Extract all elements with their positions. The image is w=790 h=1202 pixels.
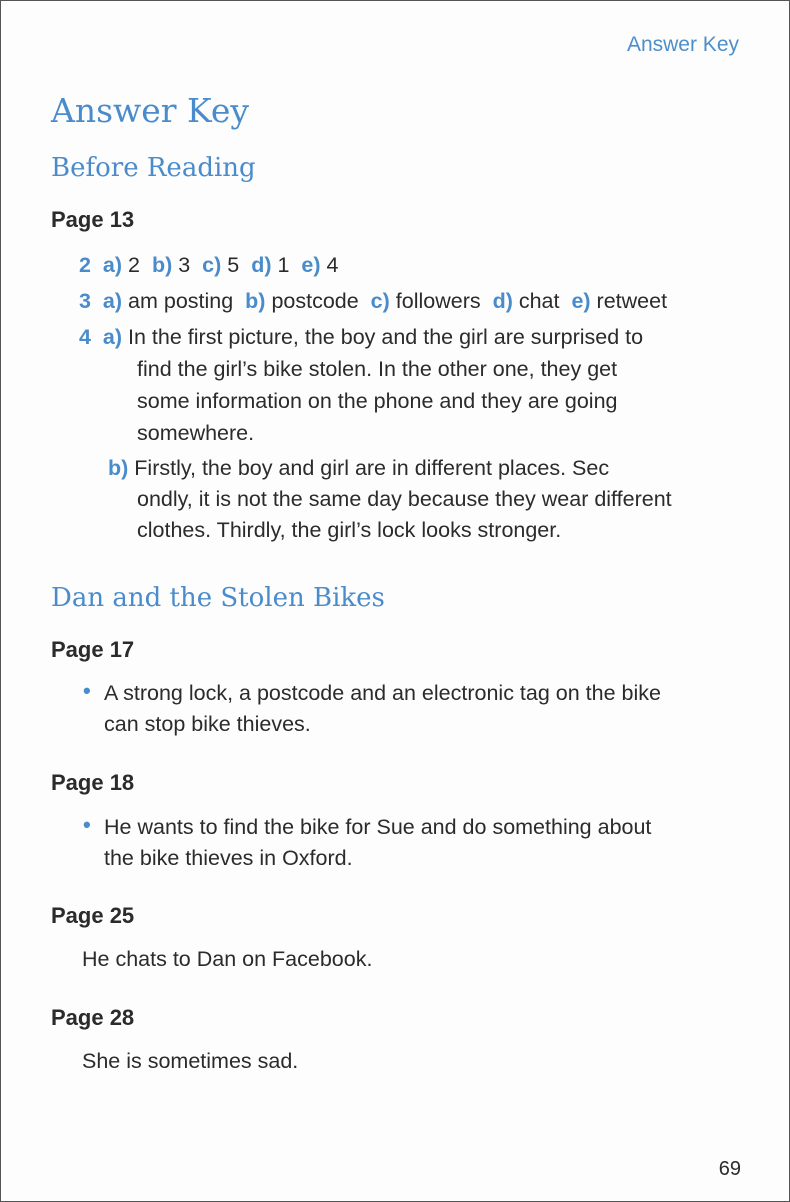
answer-value: 2	[128, 253, 140, 277]
answer-17-line-2: can stop bike thieves.	[104, 712, 311, 736]
question-number: 3	[79, 289, 91, 313]
answer-value: chat	[518, 289, 560, 313]
answer-4a-line-2: find the girl’s bike stolen. In the other one, they get	[137, 357, 618, 381]
answer-value: 5	[227, 253, 240, 277]
option-letter: a)	[102, 289, 123, 313]
answer-2	[79, 249, 338, 281]
page-title: Answer Key	[51, 91, 249, 130]
option-letter: d)	[492, 289, 513, 313]
option-letter: b)	[151, 253, 173, 277]
page-number: 69	[718, 1158, 741, 1180]
option-letter: e)	[301, 253, 321, 277]
page-label-18: Page 18	[51, 770, 135, 795]
running-head: Answer Key	[626, 33, 739, 56]
answer-value: am posting	[128, 289, 234, 313]
page-label-28: Page 28	[51, 1005, 135, 1030]
option-letter: c)	[370, 289, 390, 313]
question-number: 4	[79, 325, 91, 349]
page-label-25: Page 25	[51, 903, 135, 928]
answer-17-line-1: A strong lock, a postcode and an electronic tag on the bike	[104, 681, 661, 705]
section-heading-before-reading: Before Reading	[51, 153, 256, 183]
answer-4a-line-4: somewhere.	[137, 421, 255, 445]
answer-value: postcode	[271, 289, 359, 313]
answer-4b-line-1	[108, 452, 609, 484]
option-letter: c)	[202, 253, 222, 277]
answer-3	[79, 285, 667, 317]
answer-18-line-2: the bike thieves in Oxford.	[104, 846, 353, 870]
answer-28: She is sometimes sad.	[82, 1049, 299, 1073]
page-label-17: Page 17	[51, 637, 135, 662]
option-letter: a)	[102, 253, 123, 277]
answer-4a-line-3: some information on the phone and they are going	[137, 389, 618, 413]
page-label-13: Page 13	[51, 207, 135, 232]
section-heading-dan: Dan and the Stolen Bikes	[51, 583, 385, 613]
answer-4b-line-3: clothes. Thirdly, the girl’s lock looks stronger.	[137, 518, 562, 542]
answer-18-line-1: He wants to find the bike for Sue and do something about	[104, 815, 652, 839]
option-letter: a)	[102, 325, 123, 349]
answer-text: In the first picture, the boy and the girl are surprised to	[128, 325, 644, 349]
option-letter: b)	[108, 456, 129, 480]
answer-text: Firstly, the boy and girl are in different places. Sec	[134, 456, 610, 480]
option-letter: d)	[251, 253, 272, 277]
answer-value: 4	[326, 253, 339, 277]
answer-value: 3	[178, 253, 191, 277]
question-number: 2	[79, 253, 91, 277]
option-letter: b)	[245, 289, 266, 313]
answer-value: followers	[395, 289, 481, 313]
answer-value: retweet	[596, 289, 668, 313]
option-letter: e)	[571, 289, 591, 313]
answer-25: He chats to Dan on Facebook.	[82, 947, 373, 971]
answer-value: 1	[277, 253, 290, 277]
answer-4b-line-2: ondly, it is not the same day because they wear different	[137, 487, 672, 511]
bullet-icon: •	[83, 812, 91, 837]
answer-4a-line-1	[79, 321, 643, 353]
bullet-icon: •	[83, 678, 91, 703]
